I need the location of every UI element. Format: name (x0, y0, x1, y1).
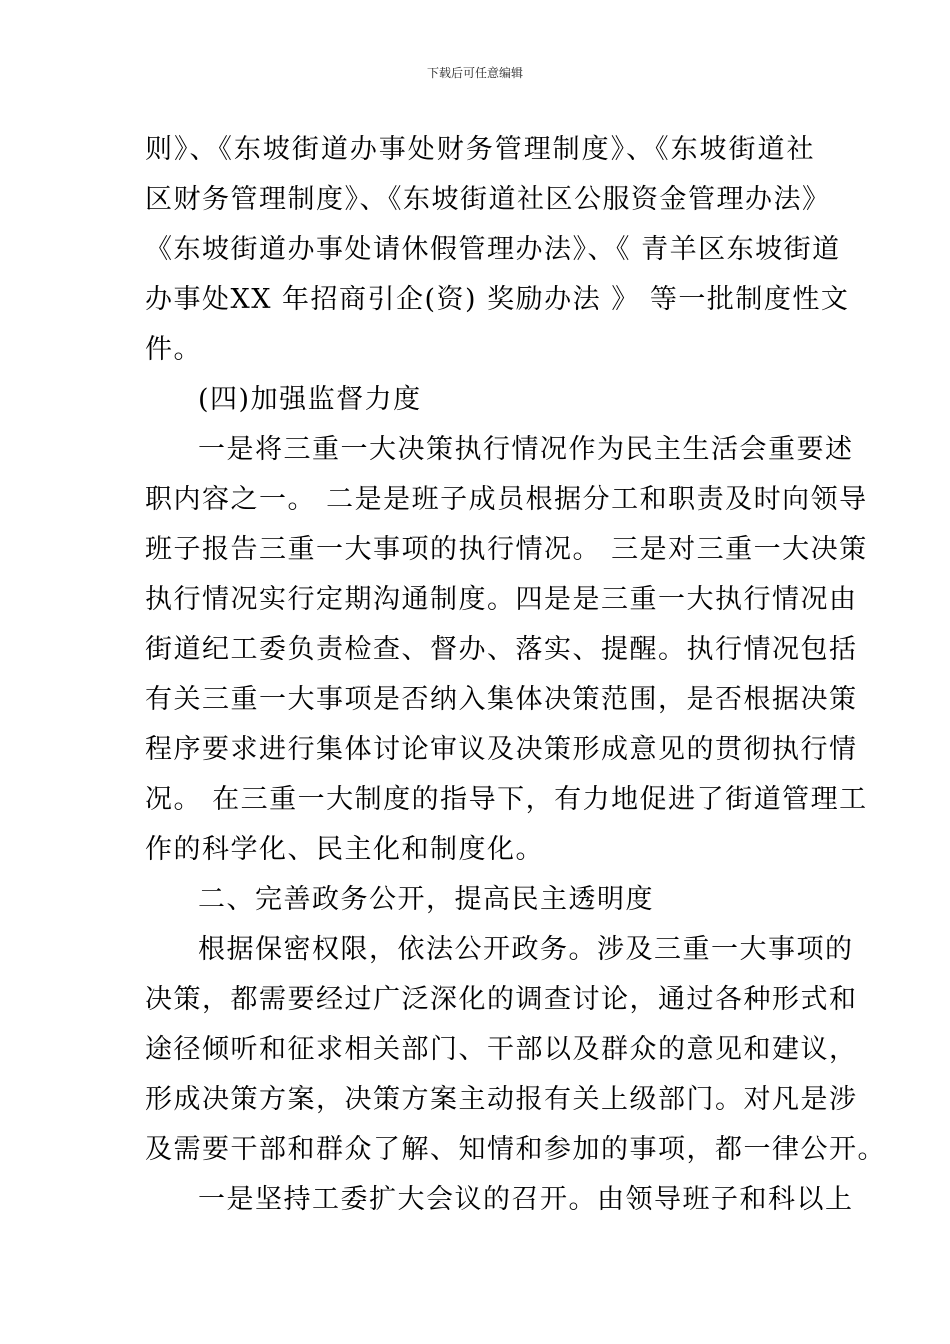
body-line: 职内容之一。 二是是班子成员根据分工和职责及时向领导 (145, 484, 868, 515)
paragraph-first-line: 根据保密权限，依法公开政务。涉及三重一大事项的 (198, 934, 854, 965)
body-line: 作的科学化、民主化和制度化。 (145, 834, 544, 865)
body-line: 区财务管理制度》、《东坡街道社区公服资金管理办法》 (145, 184, 831, 215)
body-line: 班子报告三重一大事项的执行情况。 三是对三重一大决策 (145, 534, 868, 565)
body-line: 执行情况实行定期沟通制度。四是是三重一大执行情况由 (145, 584, 858, 615)
body-line: 件。 (145, 334, 202, 365)
section-heading: 二、完善政务公开，提高民主透明度 (198, 884, 654, 915)
body-line: 则》、《东坡街道办事处财务管理制度》、《东坡街道社 (145, 134, 815, 165)
body-line: 程序要求进行集体讨论审议及决策形成意见的贯彻执行情 (145, 734, 858, 765)
body-line: 办事处XX 年招商引企(资) 奖励办法 》 等一批制度性文 (145, 284, 850, 315)
paragraph-first-line: 一是坚持工委扩大会议的召开。由领导班子和科以上 (198, 1184, 854, 1215)
body-line: 形成决策方案，决策方案主动报有关上级部门。对凡是涉 (145, 1084, 858, 1115)
body-line: 途径倾听和征求相关部门、干部以及群众的意见和建议， (145, 1034, 858, 1065)
body-line: 及需要干部和群众了解、知情和参加的事项，都一律公开。 (145, 1134, 886, 1165)
body-line: 有关三重一大事项是否纳入集体决策范围，是否根据决策 (145, 684, 858, 715)
page-header: 下载后可任意编辑 (426, 66, 523, 80)
section-heading: (四)加强监督力度 (198, 384, 422, 415)
body-line: 街道纪工委负责检查、督办、落实、提醒。执行情况包括 (145, 634, 858, 665)
body-line: 《东坡街道办事处请休假管理办法》、《 青羊区东坡街道 (145, 234, 841, 265)
body-line: 况。 在三重一大制度的指导下，有力地促进了街道管理工 (145, 784, 868, 815)
paragraph-first-line: 一是将三重一大决策执行情况作为民主生活会重要述 (198, 434, 854, 465)
body-line: 决策，都需要经过广泛深化的调查讨论，通过各种形式和 (145, 984, 858, 1015)
